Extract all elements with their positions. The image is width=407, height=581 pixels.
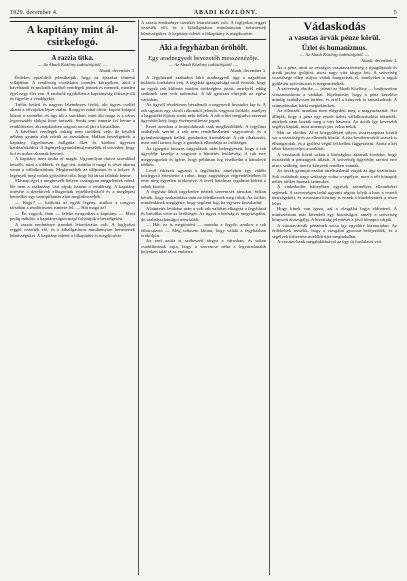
- article-paragraph: — Hát, ez is megtörtént — mondta a fegyőr, amikor a rab elbúcsúzott. — Még sohasem láttam, hogy valaki a fegyházban örököljön.: [141, 222, 266, 238]
- column-rule: [269, 20, 270, 575]
- article-paragraph: Ezzel azonban a bonyodalmak csak megkezdődtek. A fegyházi szabályok szerint a rab nem rendelkezhetett vagyonával, és a gyámhatóságnak kellett gondnokot kirendelnie. A rab tiltakozott, mert attól tartott, hogy a gondnok elherdálja az örökséget.: [141, 123, 266, 146]
- article-paragraph: A vasutas-bank megalakításával az ügy új fordulatot vett.: [277, 239, 383, 244]
- article-paragraph: A fegyház lakói irigykedve nézték szerencsés társukat. Sokan kérték, hogy szabadulása után ne feledkezzék meg róluk. Az örökös mindenkinek megígérte, hogy segíteni fog, ha egyszer kiszabadul.: [141, 189, 266, 206]
- article-paragraph: A büntetés letöltése után a volt rab valóban elhagyta a fegyházat és birtokba vette az örökséget. Az ügyet a bíróság is megvizsgálta, de szabálytalanságot nem talált.: [141, 205, 266, 222]
- article-byline: Abadi, december 3.: [230, 68, 266, 74]
- headline-box: [10, 21, 135, 51]
- article-paragraph: Tréfás kedvű és nagyon leleményes férfiú, aki ügyes csellel akarta a tolvajokat lépre csalni. Rongyos ruhát öltött, kopott kalapot húzott a szemébe, és úgy ült a sarokban, mint aki maga is a város legrosszabb alakjai közé tartozik. Senki sem ismerte fel benne a rendőrtisztet, aki napközben szigorú arccal járt a hivatalban.: [10, 101, 135, 129]
- article-title: Vádaskodás: [303, 20, 366, 33]
- article-fegyhaz: [141, 20, 266, 575]
- article-subtitle-2: Üzlet és humanizmus.: [301, 44, 368, 52]
- page-number: 5: [393, 10, 397, 16]
- article-paragraph: Az igazgató hosszas tárgyalások után beleegyezett, hogy a rab ügyvédje kezelje a vagyont a büntetés letöltéséig. A rab erre megnyugodott és ígérte, hogy példásan fog viselkedni a hátralevő időben.: [141, 145, 266, 168]
- newspaper-name: ABADI KÖZLÖNY.: [193, 10, 258, 16]
- article-byline: Abadi, december 3.: [361, 58, 397, 63]
- article-paragraph: — Hogy? — kiáltotta az egyik legény, amikor a rongyos társában a rendőrtisztet ismerte fel. — Hát maga az?: [10, 199, 135, 211]
- article-subtitle: a vasutas árvák pénze körül.: [288, 33, 381, 42]
- article-paragraph: Levél érkezett ugyanis a fegyházba, amelyben egy vidéki közjegyző értesítette a rabot, hogy nagybátyja végrendeletében őt tette meg egyetlen örökösévé. A levél hatalmas izgalmat keltett a rabok között.: [141, 167, 266, 189]
- article-subtitle: Egy aradnegyedi bevezetőh messzenézője.: [148, 55, 259, 63]
- article-paragraph: Az árvák gyámjai ezalatt türelmetlenül várják az ügy tisztázását. Sok családnak nagy szüksége volna a segélyre, mert a téli hónapok nehéz időket hoznak számukra.: [272, 168, 397, 185]
- article-paragraph: A razzia eredménye tizenkét letartóztatás volt. A foglyokat reggel vezették elő, és a kihallgatáson mindannyian beismerték bűnösségüket. A kapitány ötletét a főkapitány is megdicsérte.: [141, 20, 266, 36]
- article-paragraph: A szövetség elnöke — jelenti az Abadi Közlöny — határozottan visszautasította a vádakat. Kijelentette, hogy a pénz kezelése mindig szabályosan történt, és erről a könyvek is tanúskodnak. A számadásokat bárki megtekintheti.: [272, 86, 397, 108]
- article-paragraph: A fegyháznál szabadon lakó aradnegyedi ügy a napokban különös fordulatot vett. A fegyház igazgatósága arról értesült, hogy az egyik rab különös módon örökséghez jutott, amelyről eddig senkinek sem volt tudomása. A hír gyorsan elterjedt az egész városban.: [141, 74, 266, 102]
- article-dateline: — Az Abadi Közlöny tudósítójától. —: [38, 62, 107, 67]
- article-paragraph: Az a pénz, amit az országos vasutasszövetség a nyugdíjasok és árvák javára gyűjtött, most nagy vita tárgya lett. A szövetség vezetősége ellen súlyos vádak hangzottak el, amelyeket a tagok gyűlésén nyilvánosan is megismételtek.: [272, 64, 397, 86]
- article-title: A kapitány mint ál-csirkefogó.: [26, 24, 119, 48]
- article-dateline: — Az Abadi Közlöny tudósítójától. —: [169, 62, 238, 68]
- running-header: [10, 7, 397, 16]
- article-paragraph: Az eset azóta is szóbeszéd tárgya a városban, és sokan csodálkoznak rajta, hogy a szerencse néha a legváratlanabb helyeken talál rá az emberre.: [141, 238, 266, 255]
- header-rule: [10, 17, 397, 18]
- article-subtitle: A razzia titka.: [51, 54, 94, 62]
- article-paragraph: A kávéházi vendégek sokáig nem törődtek vele, de később néhány gyanús alak odaült az asztalához. Halkan beszélgettek, a kapitány figyelmesen hallgatta őket és közben ügyesen kérdezősködött. A legények gyanútlanul mesélték el terveiket, hogy hol és mikor akarnak betörni.: [10, 129, 135, 156]
- article-paragraph: Az ügyről részletesen beszámolt a nagynevű hivatalos lap is. A rab ugyanis egy távoli rokonától jelentős vagyont örökölt, amelyet a hagyatéki eljárás során neki ítéltek. A rab a hírt megtudva azonnal ügyvédet kért, hogy érvényesíthesse jogait.: [141, 102, 266, 124]
- article-vadaskodas: [272, 20, 397, 575]
- article-paragraph: Az ellenzék azonban nem elégedett meg a magyarázattal. Azt állítják, hogy a pénz egy részét üzleti vállalkozásokba fektették, amelyek nem hozták meg a várt hasznot. Az árvák így kevesebb segélyt kaptak, mint amennyi járt volna nekik.: [272, 108, 397, 130]
- article-paragraph: — Én vagyok, fiam — felelte nyugodtan a kapitány. — Most pedig indulás, a kapitányságon majd folytatjuk a beszélgetést.: [10, 210, 135, 222]
- article-dateline: — Az Abadi Közlöny tudósítójától. —: [300, 52, 369, 57]
- article-paragraph: A vasutasok közül sokan a bírósághoz akarnak fordulni, hogy tisztázzák a pénzügyek állását. A szövetség ügyvédje szerint erre nincs szükség, mert a könyvek rendben vannak.: [272, 151, 397, 168]
- issue-date: 1929. december 4.: [10, 10, 58, 16]
- article-title: Aki a fegyházban öröhölt.: [159, 43, 248, 53]
- section-rule: [141, 39, 266, 40]
- article-paragraph: A razzia eredménye tizenkét letartóztatás volt. A foglyokat reggel vezették elő, és a kihallgatáson mindannyian beismerték bűnösségüket. A kapitány ötletét a főkapitány is megdicsérte.: [10, 221, 135, 238]
- article-byline: Abadi, december 3.: [99, 68, 135, 73]
- article-paragraph: A vasutas-árvák pénzének sorsa így egyelőre bizonytalan. Az érdekeltek remélik, hogy a vizsgálat gyorsan befejeződik, és a segélyek kifizetése mielőbb újra megindulhat.: [272, 222, 397, 239]
- article-kapitany: [10, 20, 135, 575]
- article-paragraph: Érdekes epizódról jelenthetjük, hogy az éjszakai főmenő villájában. A rendőrség csodálatos csendes környéken, ahol a kávéházak és mulatók sorából vendégek jönnek és mennek, minden éjjel nagy élet van. A mulatók egyikében a kapitányság főtisztje ült és figyelte a vendégeket.: [10, 74, 135, 102]
- article-paragraph: A kapitány nem árulta el magát. Ugyanolyan durva szavakkal beszélt, mint a többiek, és úgy tett, mintha ő maga is részt akarna venni a vállalkozásban. Megbeszélték az időpontot és a helyet. A legények meg voltak győződve róla, hogy hű társat találtak benne.: [10, 156, 135, 178]
- article-paragraph: Másnap éjjel a megbeszélt helyen csakugyan megjelentek mind. De nem a zsákmány várt rájuk, hanem a rendőrség. A kapitány intésére a detektívek előugrottak rejtekhelyükről és a meglepett betörőket egy szempillantás alatt megbilincselték.: [10, 178, 135, 200]
- article-paragraph: A vádaskodás hátterében egyesek személyes ellentéteket sejtenek. A szövetségen belül ugyanis régóta folyik a harc a vezető tisztségekért, és a mostani botrány is ennek a küzdelemnek a része lehet.: [272, 184, 397, 206]
- column-rule: [138, 20, 139, 575]
- article-paragraph: Hogy kinek van igaza, azt a vizsgálat fogja eldönteni. A minisztérium már kirendelt egy bizottságot, amely a szövetség könyveit átvizsgálja. A bizottság jelentését a jövő hónapra várják.: [272, 206, 397, 223]
- article-paragraph: Már az október 22-ei közgyűlésen súlyos összecsapásra került sor a vezetőség és az ellenzék között. A vita hevében sértő szavak is elhangzottak, és a gyűlést végül fel kellett függeszteni. Azóta a két tábor között teljes a szakítás.: [272, 129, 397, 152]
